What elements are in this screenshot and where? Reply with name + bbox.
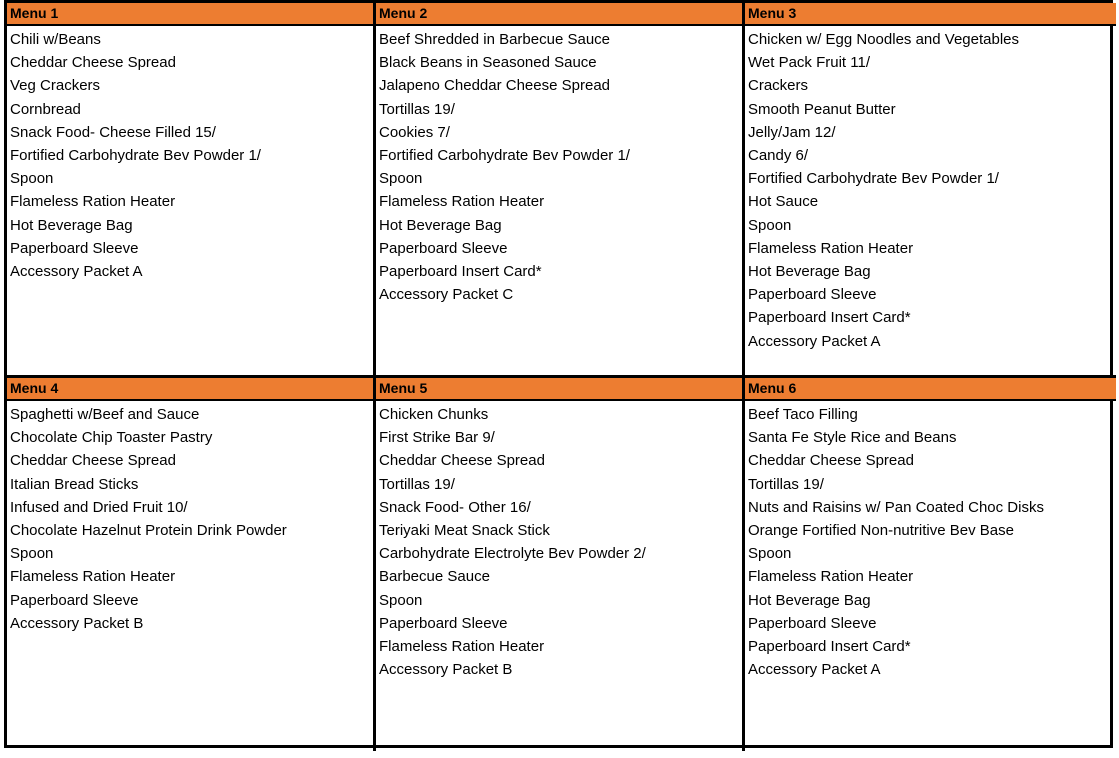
menu-header: Menu 1 xyxy=(7,3,373,26)
menu-item: Paperboard Insert Card* xyxy=(748,309,911,327)
menu-item: Fortified Carbohydrate Bev Powder 1/ xyxy=(10,147,261,165)
menu-item: Chicken w/ Egg Noodles and Vegetables xyxy=(748,31,1020,48)
menu-item: Accessory Packet A xyxy=(10,263,143,281)
menu-item: Cornbread xyxy=(10,100,81,118)
menu-cell-5[interactable] xyxy=(376,378,745,751)
menu-item: Fortified Carbohydrate Bev Powder 1/ xyxy=(379,147,630,165)
menu-item: Paperboard Sleeve xyxy=(379,614,508,632)
menu-item: Tortillas 19/ xyxy=(379,475,455,493)
menu-item: Snack Food- Other 16/ xyxy=(379,498,531,516)
menu-item: Smooth Peanut Butter xyxy=(748,100,896,118)
menu-item: Accessory Packet A xyxy=(748,332,881,350)
menu-item: Infused and Dried Fruit 10/ xyxy=(10,498,188,516)
menu-item: Accessory Packet A xyxy=(748,661,881,679)
menu-item: Crackers xyxy=(748,77,809,95)
menu-item: First Strike Bar 9/ xyxy=(379,429,495,447)
menu-item: Jalapeno Cheddar Cheese Spread xyxy=(379,77,610,95)
menu-item: Paperboard Sleeve xyxy=(748,614,877,632)
menu-item: Flameless Ration Heater xyxy=(748,239,914,257)
menu-item: Black Beans in Seasoned Sauce xyxy=(379,54,597,72)
menu-header: Menu 5 xyxy=(376,378,742,401)
menu-item: Flameless Ration Heater xyxy=(748,568,914,586)
menu-item: Chicken Chunks xyxy=(379,406,489,423)
menu-item: Fortified Carbohydrate Bev Powder 1/ xyxy=(748,170,999,188)
menu-item: Paperboard Sleeve xyxy=(379,239,508,257)
menu-item: Orange Fortified Non-nutritive Bev Base xyxy=(748,522,1014,540)
menu-item: Paperboard Sleeve xyxy=(748,286,877,304)
menu-header: Menu 6 xyxy=(745,378,1116,401)
menu-item: Veg Crackers xyxy=(10,77,101,95)
menu-item: Spoon xyxy=(379,170,423,188)
menu-item: Paperboard Sleeve xyxy=(10,239,139,257)
menu-cell-3[interactable] xyxy=(745,3,1116,378)
menu-item: Snack Food- Cheese Filled 15/ xyxy=(10,123,216,141)
menu-item: Spoon xyxy=(10,170,54,188)
menu-item: Carbohydrate Electrolyte Bev Powder 2/ xyxy=(379,545,646,563)
menu-item: Cheddar Cheese Spread xyxy=(10,54,176,72)
menu-item: Paperboard Insert Card* xyxy=(379,263,542,281)
menu-cell-2[interactable] xyxy=(376,3,745,378)
menu-sheet xyxy=(4,0,1113,748)
menu-item: Spaghetti w/Beef and Sauce xyxy=(10,406,200,423)
menu-item: Cheddar Cheese Spread xyxy=(748,452,914,470)
menu-item: Flameless Ration Heater xyxy=(379,193,545,211)
menu-item: Spoon xyxy=(748,545,792,563)
menu-item: Spoon xyxy=(748,216,792,234)
menu-cell-6[interactable] xyxy=(745,378,1116,751)
menu-item: Candy 6/ xyxy=(748,147,809,165)
menu-item: Accessory Packet B xyxy=(379,661,513,679)
menu-item: Cheddar Cheese Spread xyxy=(379,452,545,470)
menu-item: Cheddar Cheese Spread xyxy=(10,452,176,470)
menu-item: Tortillas 19/ xyxy=(748,475,824,493)
menu-item: Accessory Packet C xyxy=(379,286,514,304)
menu-item-list xyxy=(376,401,742,681)
menu-item: Paperboard Insert Card* xyxy=(748,638,911,656)
menu-item: Cookies 7/ xyxy=(379,123,450,141)
menu-item: Santa Fe Style Rice and Beans xyxy=(748,429,957,447)
menu-item: Spoon xyxy=(10,545,54,563)
menu-item-list xyxy=(745,401,1116,681)
menu-item: Paperboard Sleeve xyxy=(10,591,139,609)
menu-item-list xyxy=(745,26,1116,353)
menu-item: Beef Shredded in Barbecue Sauce xyxy=(379,31,610,48)
menu-item-list xyxy=(376,26,742,306)
menu-item: Wet Pack Fruit 11/ xyxy=(748,54,870,72)
menu-item: Chili w/Beans xyxy=(10,31,101,48)
menu-item: Teriyaki Meat Snack Stick xyxy=(379,522,550,540)
menu-header: Menu 3 xyxy=(745,3,1116,26)
menu-item-list xyxy=(7,401,373,635)
menu-item: Beef Taco Filling xyxy=(748,406,858,423)
menu-item: Italian Bread Sticks xyxy=(10,475,139,493)
menu-item-list xyxy=(7,26,373,283)
menu-item: Chocolate Chip Toaster Pastry xyxy=(10,429,213,447)
menu-item: Spoon xyxy=(379,591,423,609)
menu-item: Hot Beverage Bag xyxy=(748,591,871,609)
menu-cell-4[interactable] xyxy=(7,378,376,751)
menu-item: Flameless Ration Heater xyxy=(10,193,176,211)
menu-item: Flameless Ration Heater xyxy=(379,638,545,656)
menu-header: Menu 4 xyxy=(7,378,373,401)
menu-item: Hot Sauce xyxy=(748,193,819,211)
menu-item: Accessory Packet B xyxy=(10,614,144,632)
menu-item: Tortillas 19/ xyxy=(379,100,455,118)
menu-item: Hot Beverage Bag xyxy=(379,216,502,234)
menu-header: Menu 2 xyxy=(376,3,742,26)
menu-item: Nuts and Raisins w/ Pan Coated Choc Disks xyxy=(748,498,1044,516)
menu-item: Hot Beverage Bag xyxy=(10,216,133,234)
menu-item: Jelly/Jam 12/ xyxy=(748,123,836,141)
menu-item: Flameless Ration Heater xyxy=(10,568,176,586)
menu-item: Hot Beverage Bag xyxy=(748,263,871,281)
menu-item: Chocolate Hazelnut Protein Drink Powder xyxy=(10,522,287,540)
menu-cell-1[interactable] xyxy=(7,3,376,378)
menu-item: Barbecue Sauce xyxy=(379,568,490,586)
